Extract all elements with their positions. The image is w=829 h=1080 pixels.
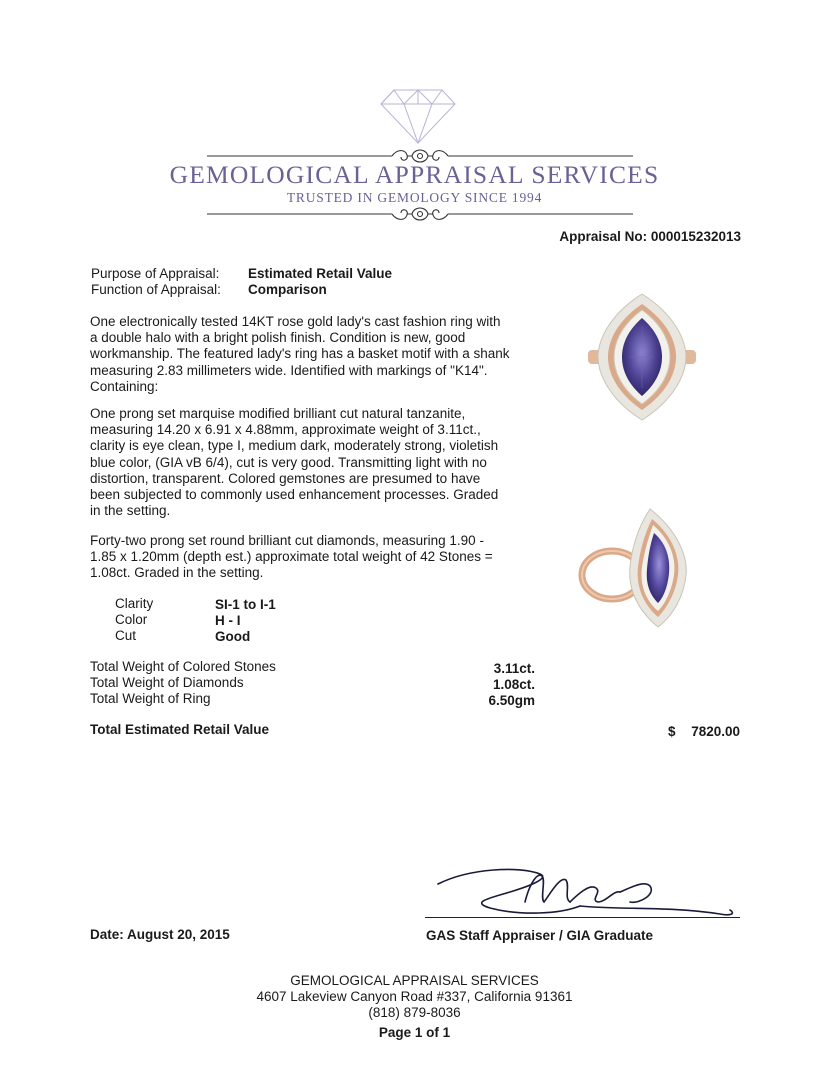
company-name: GEMOLOGICAL APPRAISAL SERVICES bbox=[169, 160, 660, 189]
function-value: Comparison bbox=[248, 282, 327, 297]
color-label: Color bbox=[115, 612, 148, 627]
page-number: Page 1 of 1 bbox=[378, 1025, 451, 1040]
appraisal-date: Date: August 20, 2015 bbox=[90, 927, 230, 942]
ring-weight-value: 6.50gm bbox=[488, 693, 535, 708]
footer-address: 4607 Lakeview Canyon Road #337, California 91361 bbox=[256, 989, 573, 1004]
ring-top-view-image bbox=[588, 292, 696, 422]
appraiser-title: GAS Staff Appraiser / GIA Graduate bbox=[426, 928, 654, 943]
total-value-amount: 7820.00 bbox=[691, 724, 740, 739]
appraiser-signature bbox=[430, 862, 742, 924]
diamonds-weight-value: 1.08ct. bbox=[492, 677, 535, 692]
ornament-bottom-divider bbox=[207, 203, 633, 225]
tanzanite-description: One prong set marquise modified brilliant cut natural tanzanite, measuring 14.20 x 6.91 x 4.88mm, approximate weight of 3.11ct., clarity is eye clean, type I, medium dark, moderately strong, violetish blue color, (GIA vB 6/4), cut is very good. Transmitting light with no distortion, transparent. Colored gemstones are presumed to have been subjected to commonly used enhancement processes. Graded in the setting. bbox=[90, 406, 499, 519]
footer-phone: (818) 879-8036 bbox=[368, 1005, 461, 1020]
clarity-value: SI-1 to I-1 bbox=[215, 597, 276, 612]
signature-line bbox=[425, 917, 740, 918]
diamonds-weight-label: Total Weight of Diamonds bbox=[90, 675, 244, 690]
footer-company: GEMOLOGICAL APPRAISAL SERVICES bbox=[290, 973, 539, 988]
colored-stones-weight-value: 3.11ct. bbox=[493, 661, 535, 676]
purpose-value: Estimated Retail Value bbox=[248, 266, 393, 281]
ring-side-view-image bbox=[578, 505, 702, 630]
cut-label: Cut bbox=[115, 628, 137, 643]
clarity-label: Clarity bbox=[115, 596, 154, 611]
purpose-label: Purpose of Appraisal: bbox=[91, 266, 220, 281]
ring-description: One electronically tested 14KT rose gold lady's cast fashion ring with a double halo with a bright polish finish. Condition is new, good workmanship. The featured lady's ring has a basket motif with a shank measuring 2.83 millimeters wide. Identified with markings of "K14". Containing: bbox=[90, 314, 510, 394]
ring-weight-label: Total Weight of Ring bbox=[90, 691, 211, 706]
cut-value: Good bbox=[215, 629, 251, 644]
diamond-logo-icon bbox=[380, 88, 456, 144]
appraisal-number: Appraisal No: 000015232013 bbox=[559, 229, 741, 244]
colored-stones-weight-label: Total Weight of Colored Stones bbox=[90, 659, 276, 674]
function-label: Function of Appraisal: bbox=[91, 282, 221, 297]
company-tagline: TRUSTED IN GEMOLOGY SINCE 1994 bbox=[286, 190, 543, 205]
diamond-description: Forty-two prong set round brilliant cut diamonds, measuring 1.90 - 1.85 x 1.20mm (depth est.) approximate total weight of 42 Stones = 1.08ct. Graded in the setting. bbox=[90, 533, 493, 581]
currency-symbol: $ bbox=[668, 724, 676, 739]
color-value: H - I bbox=[215, 613, 241, 628]
total-value-label: Total Estimated Retail Value bbox=[90, 722, 270, 737]
